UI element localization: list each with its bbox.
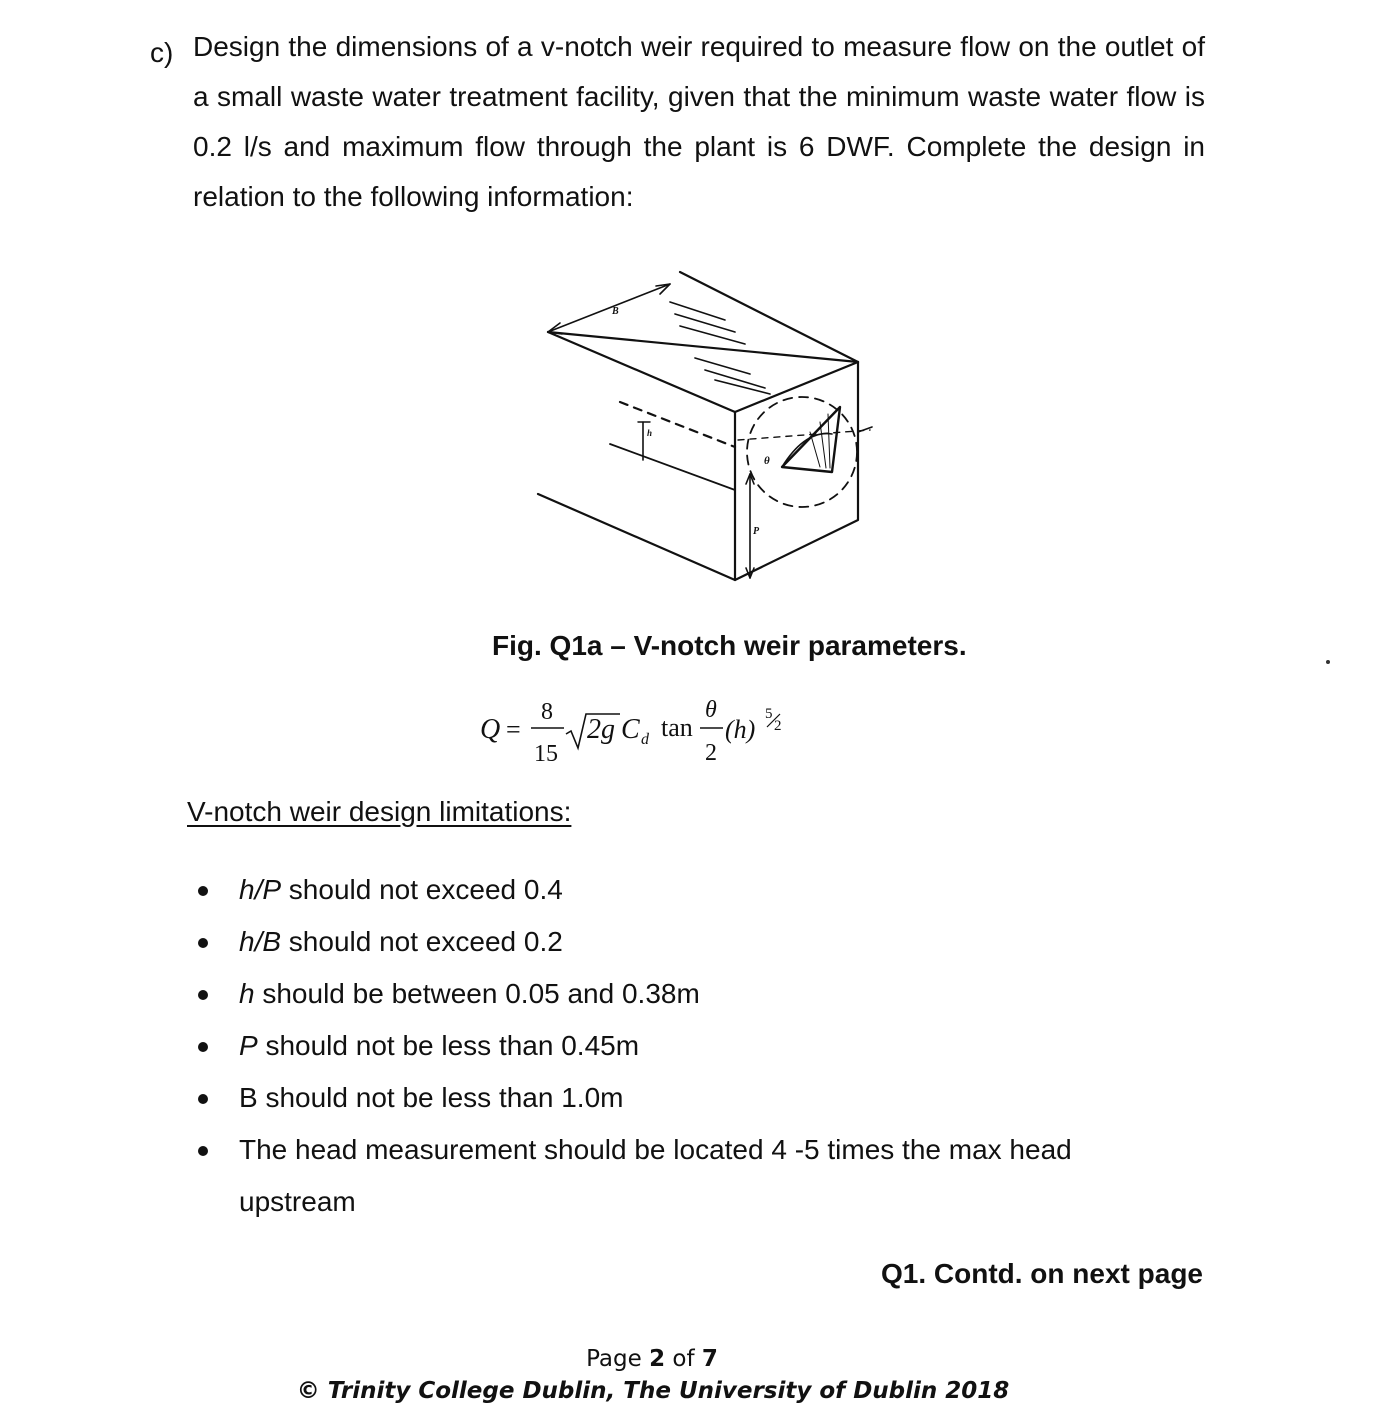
page-of: of <box>665 1346 702 1372</box>
formula-theta-den: 2 <box>705 740 717 766</box>
question-label: c) <box>150 37 174 68</box>
weir-discharge-formula <box>478 690 808 770</box>
crest-dash <box>738 430 870 440</box>
limitation-item <box>195 916 1155 968</box>
bullet-icon <box>198 1042 208 1052</box>
page-total: 7 <box>701 1346 718 1372</box>
channel-left-top-edge <box>548 332 735 412</box>
formula-exp-num: 5 <box>765 706 773 722</box>
limitation-text: should be between 0.05 and 0.38m <box>254 978 700 1009</box>
formula-frac-den: 15 <box>534 741 558 767</box>
limitation-text: The head measurement should be located 4 -5 times the max head upstream <box>239 1134 1072 1217</box>
limitation-variable: h/P <box>239 874 282 905</box>
formula-frac-num: 8 <box>541 699 553 725</box>
limitation-item <box>195 1124 1155 1228</box>
weir-front-face <box>735 362 858 580</box>
scan-speck <box>1326 660 1330 664</box>
limitation-text: B should not be less than 1.0m <box>239 1082 624 1113</box>
formula-exp-den: 2 <box>774 718 782 734</box>
bullet-icon <box>198 938 208 948</box>
bullet-icon <box>198 1094 208 1104</box>
formula-tan: tan <box>661 713 693 742</box>
formula-coef-sub: d <box>641 731 649 748</box>
formula-coef: C <box>621 714 640 745</box>
page-number <box>0 1344 1304 1374</box>
formula-q: Q <box>480 714 501 745</box>
limitation-text: should not exceed 0.2 <box>281 926 563 957</box>
continuation-note: Q1. Contd. on next page <box>880 1258 1203 1289</box>
limitations-list <box>195 864 1155 1228</box>
water-surface-line <box>620 402 735 447</box>
formula-equals: = <box>506 715 521 744</box>
weir-front-top <box>735 362 858 412</box>
water-line-left <box>610 444 735 490</box>
formula-sqrt-arg: 2g <box>587 714 615 745</box>
channel-back-edge <box>548 332 858 362</box>
formula-head: (h) <box>725 715 756 744</box>
dim-b-line <box>548 284 670 332</box>
channel-base-edge <box>538 494 735 580</box>
question-text: Design the dimensions of a v-notch weir required to measure flow on the outlet of a small waste water treatment facility, given that the minimum waste water flow is 0.2 l/s and maximum flow through the plant is 6 DWF. Complete the design in relation to the following information: <box>193 31 1205 212</box>
label-b: B <box>612 306 619 317</box>
page-prefix: Page <box>586 1346 650 1372</box>
limitation-item <box>195 1020 1155 1072</box>
weir-top-right-edge <box>680 272 858 362</box>
limitation-item <box>195 864 1155 916</box>
label-p: P <box>753 526 760 537</box>
v-notch-outline <box>782 407 840 472</box>
limitation-text: should not be less than 0.45m <box>257 1030 640 1061</box>
detail-circle <box>747 397 857 507</box>
limitations-heading: V-notch weir design limitations: <box>187 796 572 827</box>
label-h: h <box>647 428 653 438</box>
limitation-item <box>195 968 1155 1020</box>
label-theta: θ <box>764 455 770 467</box>
limitation-text: should not exceed 0.4 <box>281 874 563 905</box>
bullet-icon <box>198 990 208 1000</box>
v-notch-weir-diagram <box>520 262 880 592</box>
bullet-icon <box>198 1146 208 1156</box>
copyright-footer: © Trinity College Dublin, The University of Dublin 2018 <box>296 1378 1010 1404</box>
notch-outflow <box>782 434 832 467</box>
formula-theta: θ <box>705 697 717 723</box>
limitation-variable: P <box>239 1030 258 1061</box>
limitation-variable: h <box>239 978 255 1009</box>
limitation-item <box>195 1072 1155 1124</box>
bullet-icon <box>198 886 208 896</box>
page-current: 2 <box>649 1346 666 1372</box>
limitation-variable: h/B <box>239 926 282 957</box>
figure-caption: Fig. Q1a – V-notch weir parameters. <box>492 630 967 661</box>
